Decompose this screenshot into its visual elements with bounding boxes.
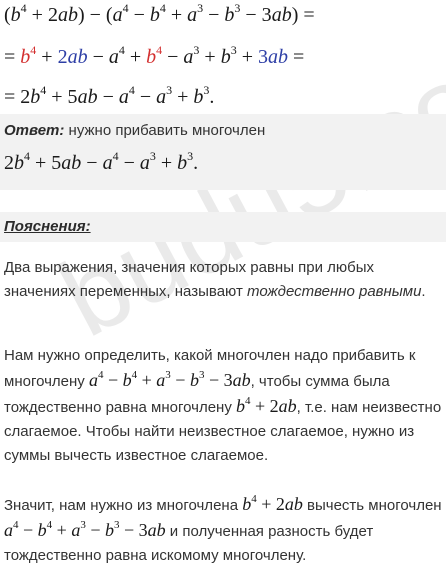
p3-polynomial-2: $a^4 - b^4 + a^3 - b^3 - 3ab$ bbox=[4, 519, 166, 540]
explanation-paragraph-3 bbox=[4, 492, 444, 568]
answer-line bbox=[4, 122, 265, 140]
answer-label: Ответ: bbox=[4, 122, 65, 139]
p2-text-c: , т.е. нам неизвестно слагаемое. Чтобы найти неизвестное слагаемое, нужно из суммы вычесть известное слагаемое. bbox=[4, 399, 442, 464]
explanation-title: Пояснения: bbox=[4, 218, 91, 235]
explanation-paragraph-2 bbox=[4, 344, 444, 468]
p3-text-b: вычесть многочлен bbox=[302, 497, 442, 514]
p2-text-b: , чтобы сумма была тождественно равна многочлену bbox=[4, 373, 390, 416]
answer-box bbox=[0, 114, 446, 190]
equation-line-1: $(b^4 + 2ab) - (a^4 - b^4 + a^3 - b^3 - 3ab)$ = bbox=[4, 1, 315, 26]
equation-line-3: = $2b^4 + 5ab - a^4 - a^3 + b^3$. bbox=[4, 83, 215, 108]
p2-polynomial-1: $a^4 - b^4 + a^3 - b^3 - 3ab$ bbox=[88, 369, 251, 390]
p1-text-a: Два выражения, значения которых равны при любых значениях переменных, называют bbox=[4, 259, 375, 300]
answer-polynomial: $2b^4 + 5ab - a^4 - a^3 + b^3$. bbox=[4, 149, 199, 174]
explanation-header bbox=[0, 212, 446, 242]
equation-line-2: = $b^4 + 2ab - a^4 + b^4 - a^3 + b^3 + 3ab$ = bbox=[4, 43, 305, 68]
answer-text: нужно прибавить многочлен bbox=[64, 122, 266, 139]
p1-emphasis: тождественно равными bbox=[247, 283, 422, 300]
p2-text-a: Нам нужно определить, какой многочлен надо прибавить к многочлену bbox=[4, 347, 416, 390]
p3-polynomial-1: $b^4 + 2ab$ bbox=[242, 493, 303, 514]
explanation-paragraph-1 bbox=[4, 256, 444, 304]
p1-text-b: . bbox=[421, 283, 426, 300]
p2-polynomial-2: $b^4 + 2ab$ bbox=[236, 395, 297, 416]
p3-text-c: и полученная разность будет тождественно равна искомому многочлену. bbox=[4, 523, 374, 564]
p3-text-a: Значит, нам нужно из многочлена bbox=[4, 497, 243, 514]
